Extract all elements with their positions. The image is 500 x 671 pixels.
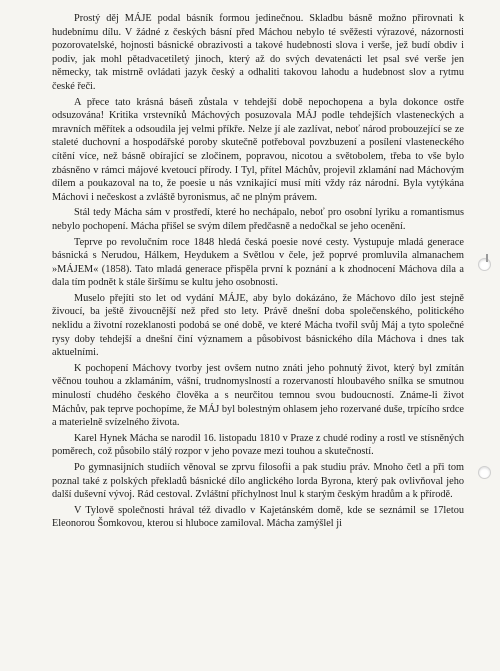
paragraph: Teprve po revolučním roce 1848 hledá česká poesie nové cesty. Vystupuje mladá generace básnická s Nerudou, Hálkem, Heydukem a Světlou v čele, jež poprvé promluvila almanachem »MÁJEM« (1858). Tato mladá generace přispěla první k poznání a k zhodnocení Máchova díla a dala tím podnět k stále širšímu se kultu jeho osobnosti. bbox=[52, 236, 464, 289]
paragraph: Po gymnasijních studiích věnoval se zprvu filosofii a pak studiu práv. Mnoho četl a při tom poznal také z polských překladů básnické dílo anglického lorda Byrona, který pak ovlivňoval jeho další duševní vývoj. Rád cestoval. Zvláštní příchylnost lnul k starým českým hradům a k přírodě. bbox=[52, 462, 464, 501]
paragraph: Prostý děj MÁJE podal básník formou jedinečnou. Skladbu básně možno přirovnati k hudebnímu dílu. V žádné z českých básní před Máchou nebylo té svěžesti výrazové, názornosti pozorovatelské, hojnosti básnické obrazivosti a takové hudebnosti slova i verše, jež budí obdiv i podiv, jak mohl pětadvacetiletý jinoch, který až do svých devatenácti let psal své verše jen německy, tak mistrně ovládati jazyk český a odhaliti takovou lahodu a hudebnost slov a rytmu české řeči. bbox=[52, 13, 464, 92]
punch-hole-top bbox=[478, 258, 491, 271]
paragraph: Karel Hynek Mácha se narodil 16. listopadu 1810 v Praze z chudé rodiny a rostl ve stísněných poměrech, což působilo stálý rozpor v jeho povaze mezi touhou a skutečností. bbox=[52, 432, 464, 458]
paragraph: K pochopení Máchovy tvorby jest ovšem nutno znáti jeho pohnutý život, který byl zmítán věčnou touhou a zklamáním, vášní, trudnomyslností a rozervaností hloubavého snílka se smutnou minulostí chudého českého člověka a s neurčitou temnou svou budoucností. Známe-li život Máchův, pak teprve pochopíme, že MÁJ byl bolestným ohlasem jeho rozervané duše, trpícího srdce a materielně svízelného života. bbox=[52, 362, 464, 429]
paragraph: V Tylově společnosti hrával též divadlo v Kajetánském domě, kde se seznámil se 17letou Eleonorou Šomkovou, kterou si hluboce zamiloval. Mácha zamýšlel ji bbox=[52, 504, 464, 530]
paragraph: Stál tedy Mácha sám v prostředí, které ho nechápalo, neboť pro osobní lyriku a romantismus nebylo pochopení. Mácha přišel se svým dílem předčasně a nedočkal se jeho ocenění. bbox=[52, 207, 464, 232]
paragraph: Muselo přejíti sto let od vydání MÁJE, aby bylo dokázáno, že Máchovo dílo jest stejně živoucí, ba ještě živoucnější než před sto lety. Právě dnešní doba společenského, politického neklidu a životní rozeklanosti podobá se oné době, ve které Mácha tvořil svůj Máj a tyto společné rysy doby tehdejší a dnešní činí významem a působivost básnického díla Máchova i dnes tak aktuelními. bbox=[52, 292, 464, 359]
punch-hole-bottom bbox=[478, 466, 491, 479]
margin-mark bbox=[486, 254, 488, 262]
paragraph: A přece tato krásná báseň zůstala v tehdejší době nepochopena a byla dokonce ostře odsuzována! Kritika vrstevníků Máchových posuzovala MÁJ podle tehdejších vlasteneckých a mravních měřítek a odsoudila jej velmi příkře. Nelze jí ale zazlívat, neboť národ probouzející se ze staleté duchovní a hospodářské poroby skutečně potřeboval povzbuzení a posílení vlasteneckého cítění více, než básně obírající se zločinem, popravou, nicotou a světobolem, třeba to vše bylo zbásněno v rámci májové kvetoucí přírody. I Tyl, přítel Máchův, projevil zklamání nad Máchovým dílem a poukazoval na to, že poesie u nás vznikající musí míti vždy ráz národní. Byla vytýkána Máchovi i nečeskost a zvláště byronismus, ač ne plným právem. bbox=[52, 96, 464, 203]
body-text bbox=[52, 12, 464, 533]
